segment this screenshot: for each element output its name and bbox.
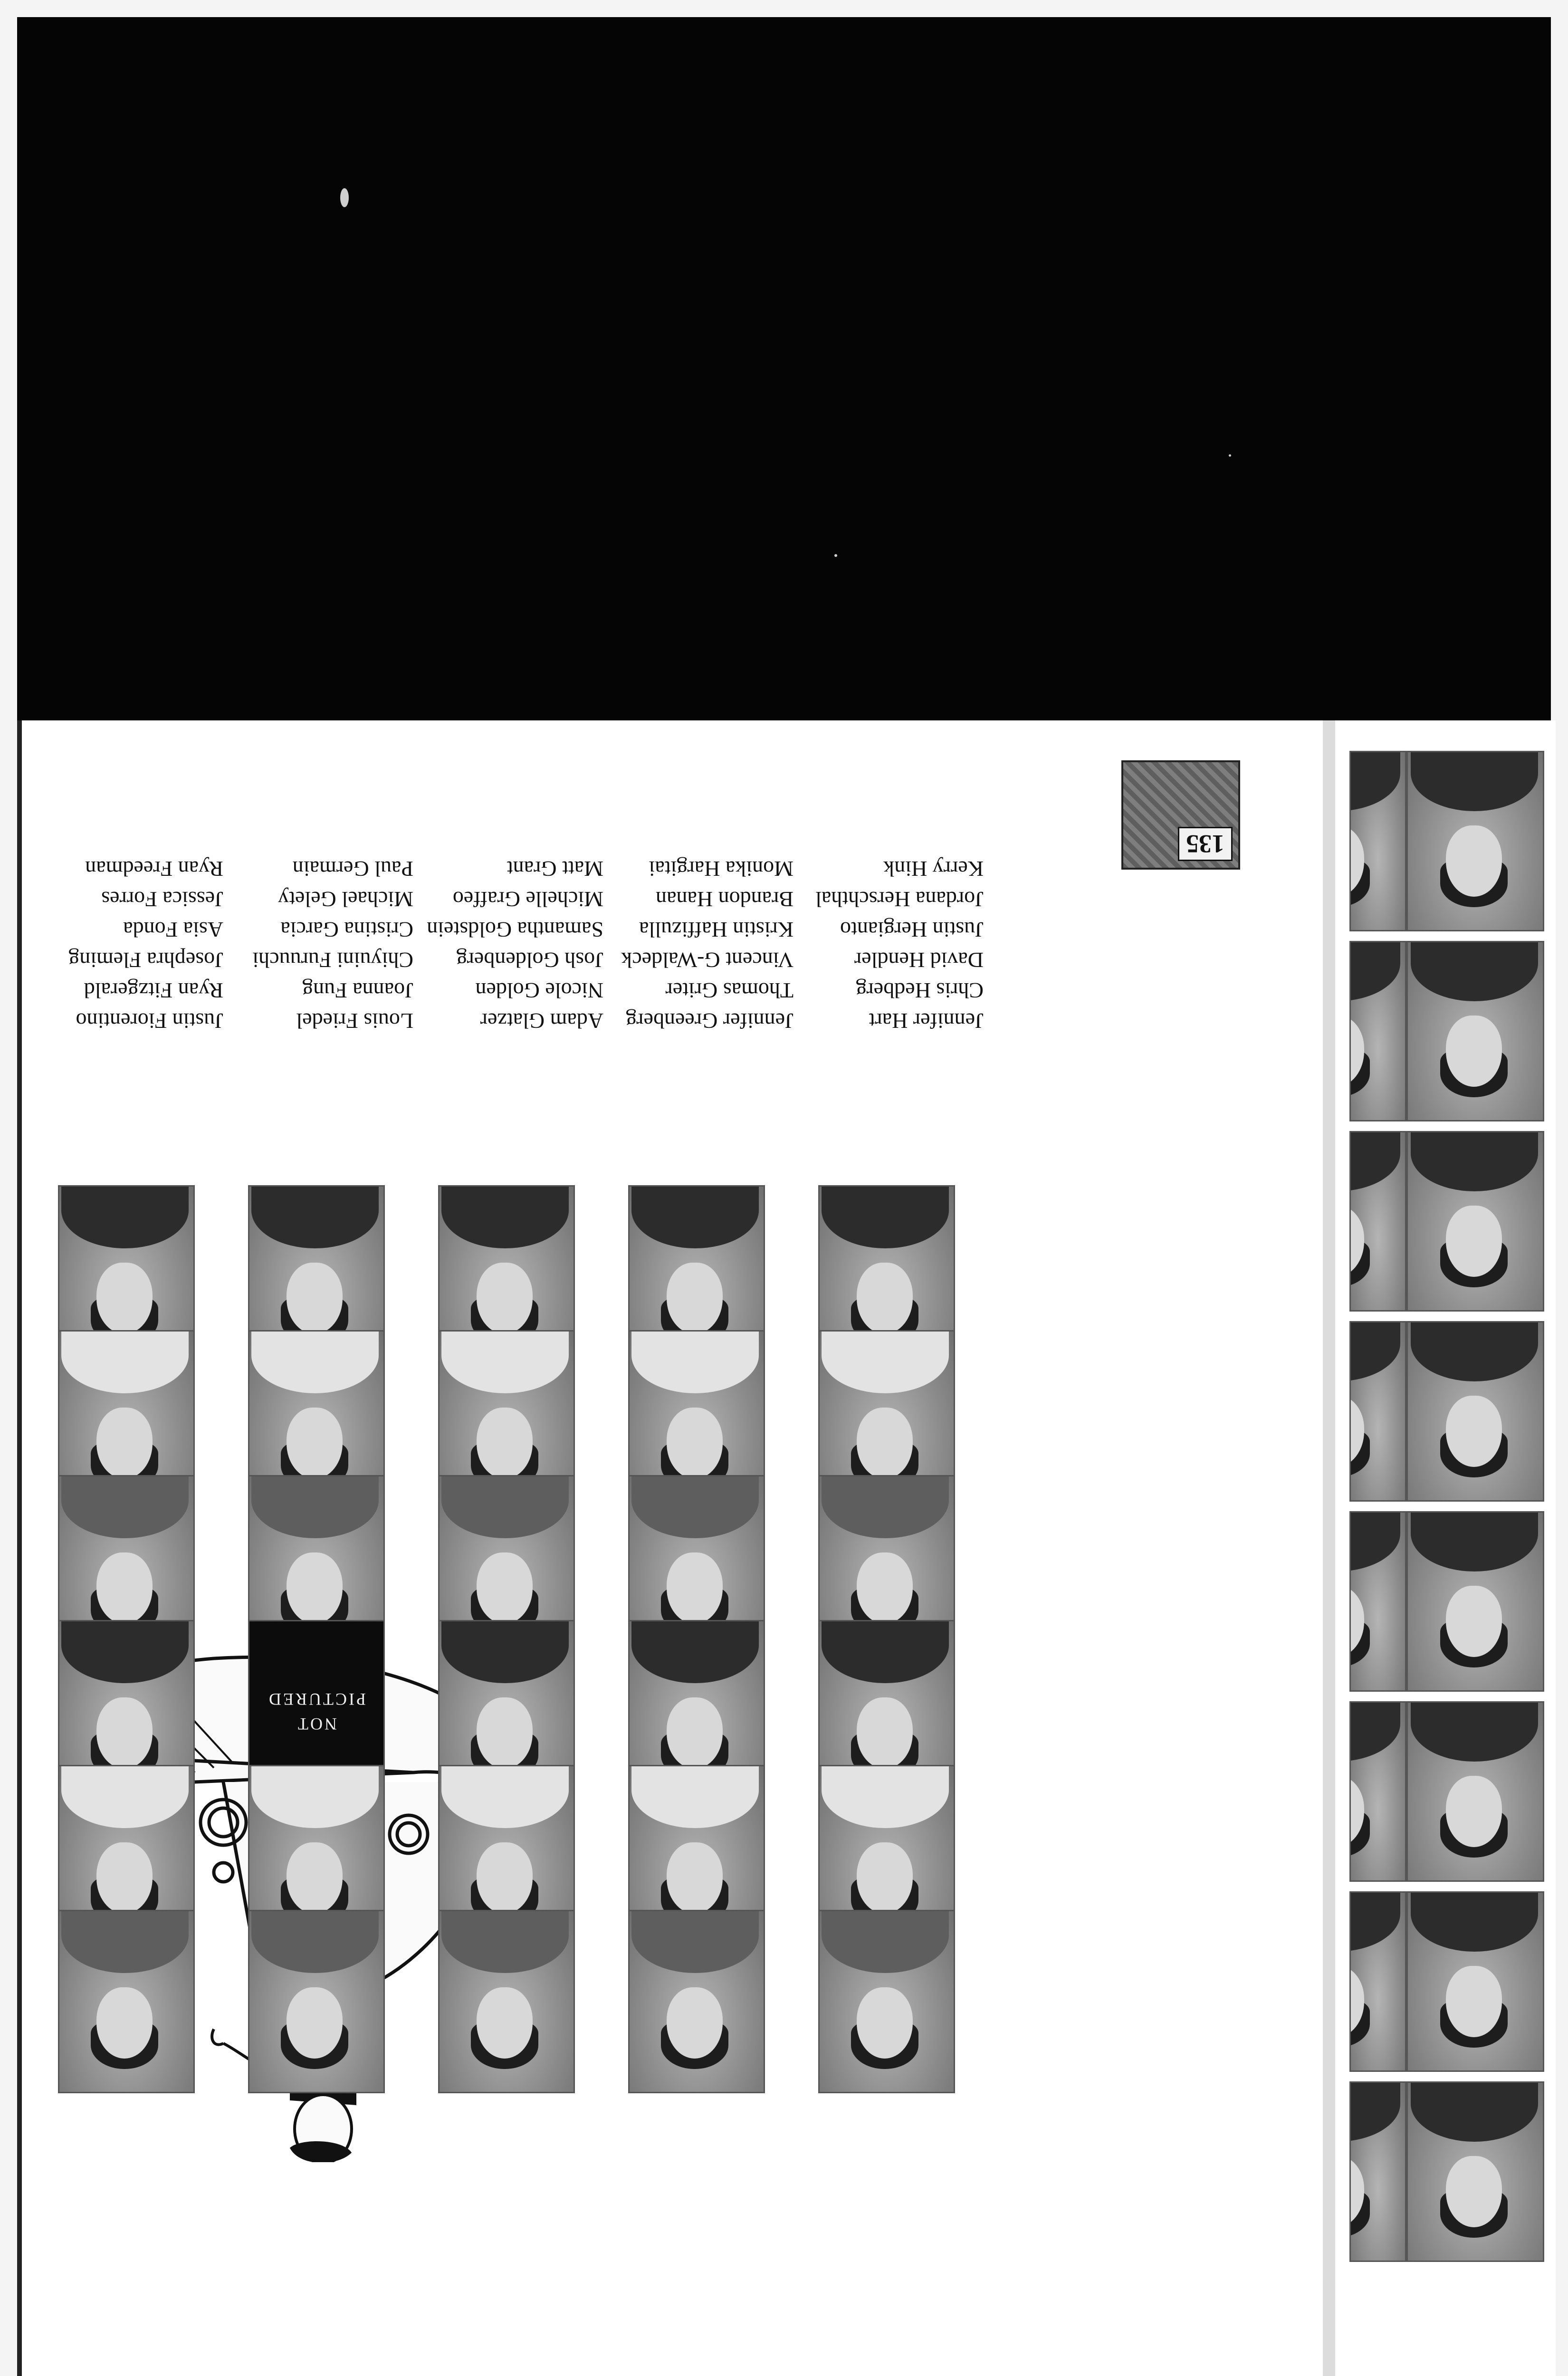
student-portrait (438, 1910, 575, 2093)
portrait-head (96, 1408, 153, 1479)
student-name: Thomas Griter (665, 978, 794, 1003)
facing-page-portraits (1340, 741, 1549, 2262)
student-name: Paul Germain (292, 857, 413, 881)
portrait-head (1446, 1206, 1502, 1277)
portrait-head (667, 1263, 723, 1334)
portrait-head (857, 1697, 913, 1769)
portrait-head (477, 1697, 533, 1769)
student-portrait (248, 1910, 385, 2093)
portrait-head (287, 1842, 343, 1914)
dust-speck (1229, 454, 1231, 457)
student-name: Josh Goldenberg (456, 948, 603, 972)
facing-page-portrait (1406, 1321, 1544, 1502)
student-name: Jennifer Hart (869, 1009, 984, 1033)
facing-page-portrait (1349, 1511, 1406, 1692)
student-name: Chiyuini Furuuchi (252, 948, 413, 972)
facing-page-portrait (1406, 1891, 1544, 2072)
portrait-head (1446, 1776, 1502, 1847)
student-name: Michael Gelety (278, 887, 413, 911)
portrait-head (857, 1987, 913, 2059)
student-name: Cristina Garcia (280, 918, 413, 942)
student-name: Vincent G-Waldeck (621, 948, 794, 972)
portrait-head (1446, 1016, 1502, 1087)
portrait-head (857, 1408, 913, 1479)
portrait-head (477, 1987, 533, 2059)
student-name: Justin Hergianto (840, 918, 984, 942)
facing-page-portrait (1349, 1891, 1406, 2072)
facing-page-portrait (1406, 1511, 1544, 1692)
portrait-head (667, 1842, 723, 1914)
scanner-background (17, 17, 1551, 720)
portrait-head (96, 1987, 153, 2059)
student-name: Ryan Freedman (85, 857, 223, 881)
student-name: Monika Hargitai (649, 857, 794, 881)
portrait-head (857, 1842, 913, 1914)
facing-page-portrait (1349, 1131, 1406, 1312)
student-portrait (628, 1910, 765, 2093)
student-name: Jordana Herschthal (815, 887, 984, 911)
portrait-head (667, 1987, 723, 2059)
portrait-head (857, 1552, 913, 1624)
portrait-head (287, 1263, 343, 1334)
student-name: Michelle Graffeo (452, 887, 603, 911)
student-name: Ryan Fitzgerald (84, 978, 223, 1003)
student-name: Samantha Goldstein (427, 918, 603, 942)
portrait-head (1446, 1966, 1502, 2037)
portrait-head (667, 1552, 723, 1624)
portrait-head (857, 1263, 913, 1334)
portrait-head (477, 1552, 533, 1624)
portrait-head (477, 1408, 533, 1479)
student-name: Brandon Hanan (656, 887, 794, 911)
facing-page-portrait (1406, 751, 1544, 931)
student-name: Kristin Haffizulla (639, 918, 794, 942)
portrait-head (1446, 1396, 1502, 1467)
student-name: Chris Hedberg (856, 978, 984, 1003)
student-portrait (818, 1910, 955, 2093)
student-name: Louis Friedel (296, 1009, 413, 1033)
not-pictured-line2: PICTURED (267, 1690, 366, 1709)
not-pictured-line1: NOT (296, 1715, 337, 1734)
portrait-head (96, 1263, 153, 1334)
student-name: Nicole Golden (475, 978, 603, 1003)
portrait-head (477, 1842, 533, 1914)
portrait-head (1446, 1586, 1502, 1657)
facing-page-portrait (1406, 2081, 1544, 2262)
portrait-head (477, 1263, 533, 1334)
portrait-head (96, 1842, 153, 1914)
facing-page-portrait (1349, 1321, 1406, 1502)
portrait-head (667, 1697, 723, 1769)
dust-speck (340, 188, 349, 207)
student-name: Joanna Fung (302, 978, 413, 1003)
student-name: Jessica Forres (101, 887, 223, 911)
portrait-head (287, 1408, 343, 1479)
student-name: Asia Fonda (123, 918, 223, 942)
facing-page-portrait (1349, 941, 1406, 1121)
portrait-head (287, 1987, 343, 2059)
student-name: David Hendler (854, 948, 984, 972)
student-name: Matt Grant (507, 857, 603, 881)
facing-page-portrait (1406, 1701, 1544, 1882)
student-name: Kerry Hink (883, 857, 984, 881)
student-name: Josephra Fleming (68, 948, 223, 972)
portrait-head (667, 1408, 723, 1479)
portrait-head (1446, 2156, 1502, 2227)
student-name: Adam Glatzer (480, 1009, 603, 1033)
student-name: Justin Fiorentino (76, 1009, 223, 1033)
facing-page-portrait (1406, 941, 1544, 1121)
facing-page-portrait (1349, 751, 1406, 931)
portrait-head (1446, 825, 1502, 897)
page-number: 135 (1178, 827, 1233, 861)
student-name: Jennifer Greenberg (626, 1009, 794, 1033)
student-portrait (58, 1910, 195, 2093)
portrait-head (96, 1697, 153, 1769)
portrait-grid (43, 741, 1326, 2376)
yearbook-page-content (43, 741, 1326, 2376)
portrait-head (96, 1552, 153, 1624)
portrait-head (287, 1552, 343, 1624)
facing-page-portrait (1406, 1131, 1544, 1312)
facing-page-portrait (1349, 2081, 1406, 2262)
dust-speck (834, 554, 837, 557)
facing-page-portrait (1349, 1701, 1406, 1882)
